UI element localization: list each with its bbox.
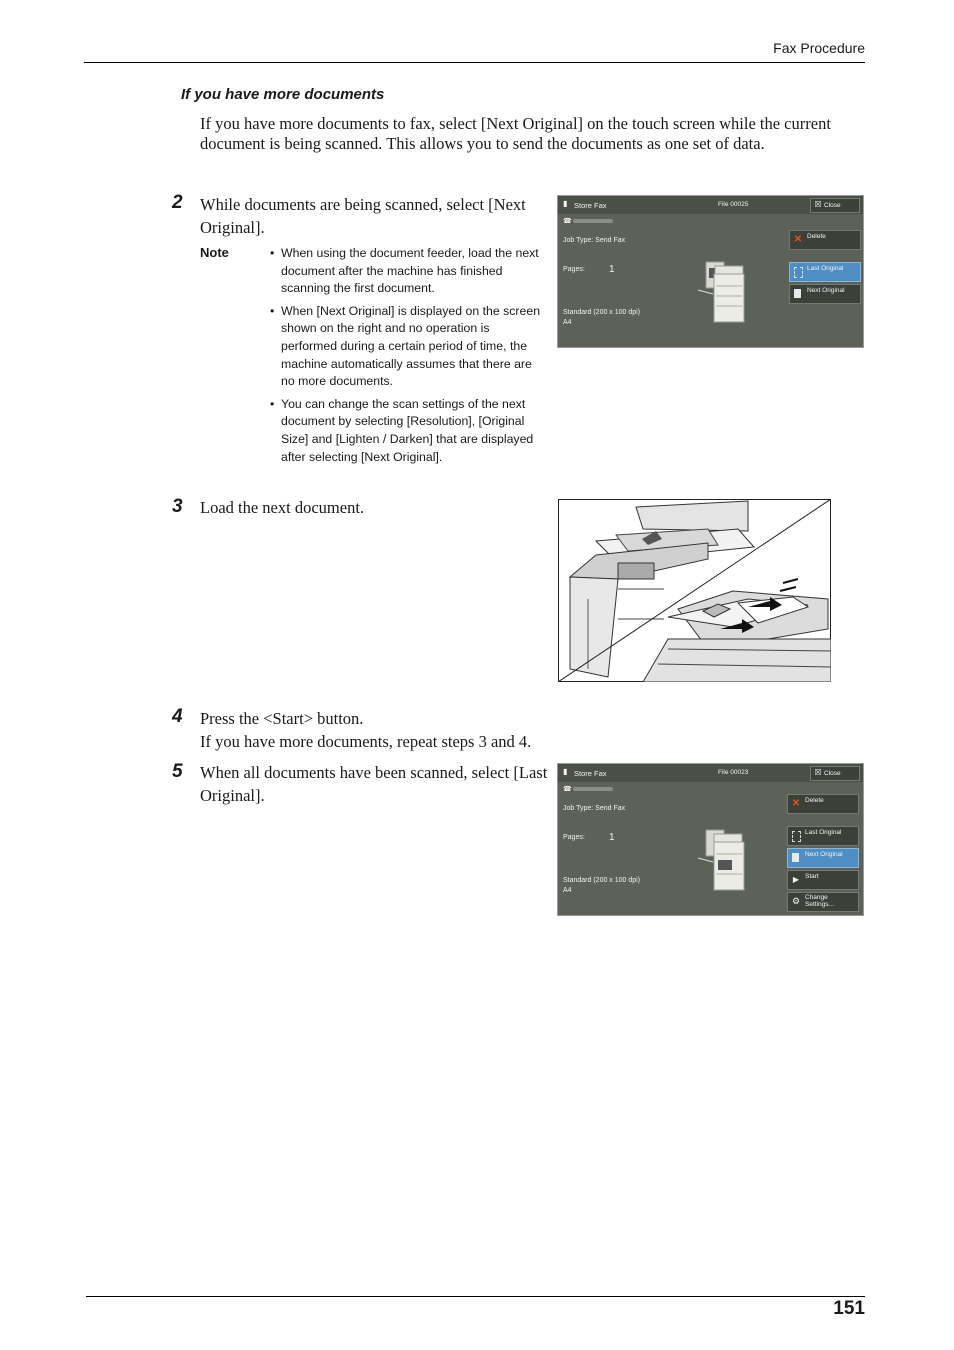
multifunction-device-icon xyxy=(698,260,748,324)
change-settings-button[interactable] xyxy=(787,892,859,912)
fax-icon: ☎ xyxy=(563,218,572,225)
delete-icon: ✕ xyxy=(793,234,803,245)
note-item: • You can change the scan settings of the next document by selecting [Resolution], [Original Size] and [Lighten / Darken] that are displayed after selecting [Next Original]. xyxy=(270,396,534,464)
paper-size: A4 xyxy=(563,319,572,326)
running-header: Fax Procedure xyxy=(773,40,865,56)
next-original-label: Next Original xyxy=(807,287,845,294)
close-icon: ☒ xyxy=(814,200,822,209)
resolution: Standard (200 x 100 dpi) xyxy=(563,877,641,884)
step-number-3: 3 xyxy=(172,496,183,517)
pages-label: Pages: xyxy=(563,266,585,273)
footer-rule xyxy=(86,1296,865,1297)
note-item: • When using the document feeder, load the next document after the machine has finished scanning the first document. xyxy=(270,246,539,296)
step-text-4-line2: If you have more documents, repeat steps 3 and 4. xyxy=(200,732,532,751)
next-original-button[interactable] xyxy=(789,284,861,304)
file-number: File 00023 xyxy=(718,769,749,776)
step-number-2: 2 xyxy=(172,192,183,213)
start-button[interactable] xyxy=(787,870,859,890)
pages-label: Pages: xyxy=(563,834,585,841)
section-subheading: If you have more documents xyxy=(181,86,385,103)
store-fax-icon: ▮ xyxy=(563,199,568,208)
note-item: • When [Next Original] is displayed on the screen shown on the right and no operation is performed during a certain period of time, the machine automatically assumes that there are no more documents. xyxy=(270,303,541,389)
step-text-4-line1: Press the <Start> button. xyxy=(200,709,364,728)
note-list xyxy=(270,245,548,471)
multifunction-device-icon xyxy=(698,828,748,892)
touch-screen-next-original xyxy=(557,195,864,348)
delete-button[interactable] xyxy=(787,794,859,814)
last-original-label: Last Original xyxy=(807,265,844,272)
job-type: Job Type: Send Fax xyxy=(563,237,626,244)
note-text: When [Next Original] is displayed on the screen shown on the right and no operation is performed during a certain period of time, the machine automatically assumes that there are no more documents. xyxy=(281,303,541,389)
load-document-illustration xyxy=(558,499,831,682)
next-original-label: Next Original xyxy=(805,851,843,858)
blank-page-icon xyxy=(792,831,801,842)
resolution: Standard (200 x 100 dpi) xyxy=(563,309,641,316)
pages-value: 1 xyxy=(609,264,615,275)
close-label: Close xyxy=(824,770,841,777)
delete-label: Delete xyxy=(807,233,826,240)
screen-title: Store Fax xyxy=(574,201,607,210)
header-rule xyxy=(84,62,865,63)
page-icon xyxy=(794,289,801,298)
job-type: Job Type: Send Fax xyxy=(563,805,626,812)
change-settings-label xyxy=(805,894,834,908)
step-number-5: 5 xyxy=(172,761,183,782)
touch-screen-last-original xyxy=(557,763,864,916)
change-settings-line1: Change xyxy=(805,894,828,901)
delete-label: Delete xyxy=(805,797,824,804)
next-original-button[interactable] xyxy=(787,848,859,868)
intro-paragraph: If you have more documents to fax, select [Next Original] on the touch screen while the current document is being scanned. This allows you to send the documents as one set of data. xyxy=(200,114,831,153)
last-original-button[interactable] xyxy=(787,826,859,846)
play-icon: ▶ xyxy=(792,875,800,884)
fax-icon: ☎ xyxy=(563,786,572,793)
blank-page-icon xyxy=(794,267,803,278)
change-settings-line2: Settings... xyxy=(805,901,834,908)
close-icon: ☒ xyxy=(814,768,822,777)
page-icon xyxy=(792,853,799,862)
close-button[interactable] xyxy=(810,766,860,781)
store-fax-icon: ▮ xyxy=(563,767,568,776)
close-label: Close xyxy=(824,202,841,209)
pages-value: 1 xyxy=(609,832,615,843)
close-button[interactable] xyxy=(810,198,860,213)
file-number: File 00025 xyxy=(718,201,749,208)
note-text: You can change the scan settings of the next document by selecting [Resolution], [Original Size] and [Lighten / Darken] that are displayed after selecting [Next Original]. xyxy=(281,396,534,464)
last-original-label: Last Original xyxy=(805,829,842,836)
start-label: Start xyxy=(805,873,819,880)
gear-icon: ⚙ xyxy=(791,896,801,906)
step-text-2: While documents are being scanned, select [Next Original]. xyxy=(200,195,526,237)
step-text-3: Load the next document. xyxy=(200,498,365,517)
delete-button[interactable] xyxy=(789,230,861,250)
screen-title: Store Fax xyxy=(574,769,607,778)
note-text: When using the document feeder, load the next document after the machine has finished scanning the first document. xyxy=(281,246,539,296)
note-label: Note xyxy=(200,245,229,260)
paper-size: A4 xyxy=(563,887,572,894)
last-original-button[interactable] xyxy=(789,262,861,282)
step-number-4: 4 xyxy=(172,706,183,727)
delete-icon: ✕ xyxy=(791,798,801,809)
page-number: 151 xyxy=(833,1298,865,1319)
step-text-5: When all documents have been scanned, select [Last Original]. xyxy=(200,763,548,805)
